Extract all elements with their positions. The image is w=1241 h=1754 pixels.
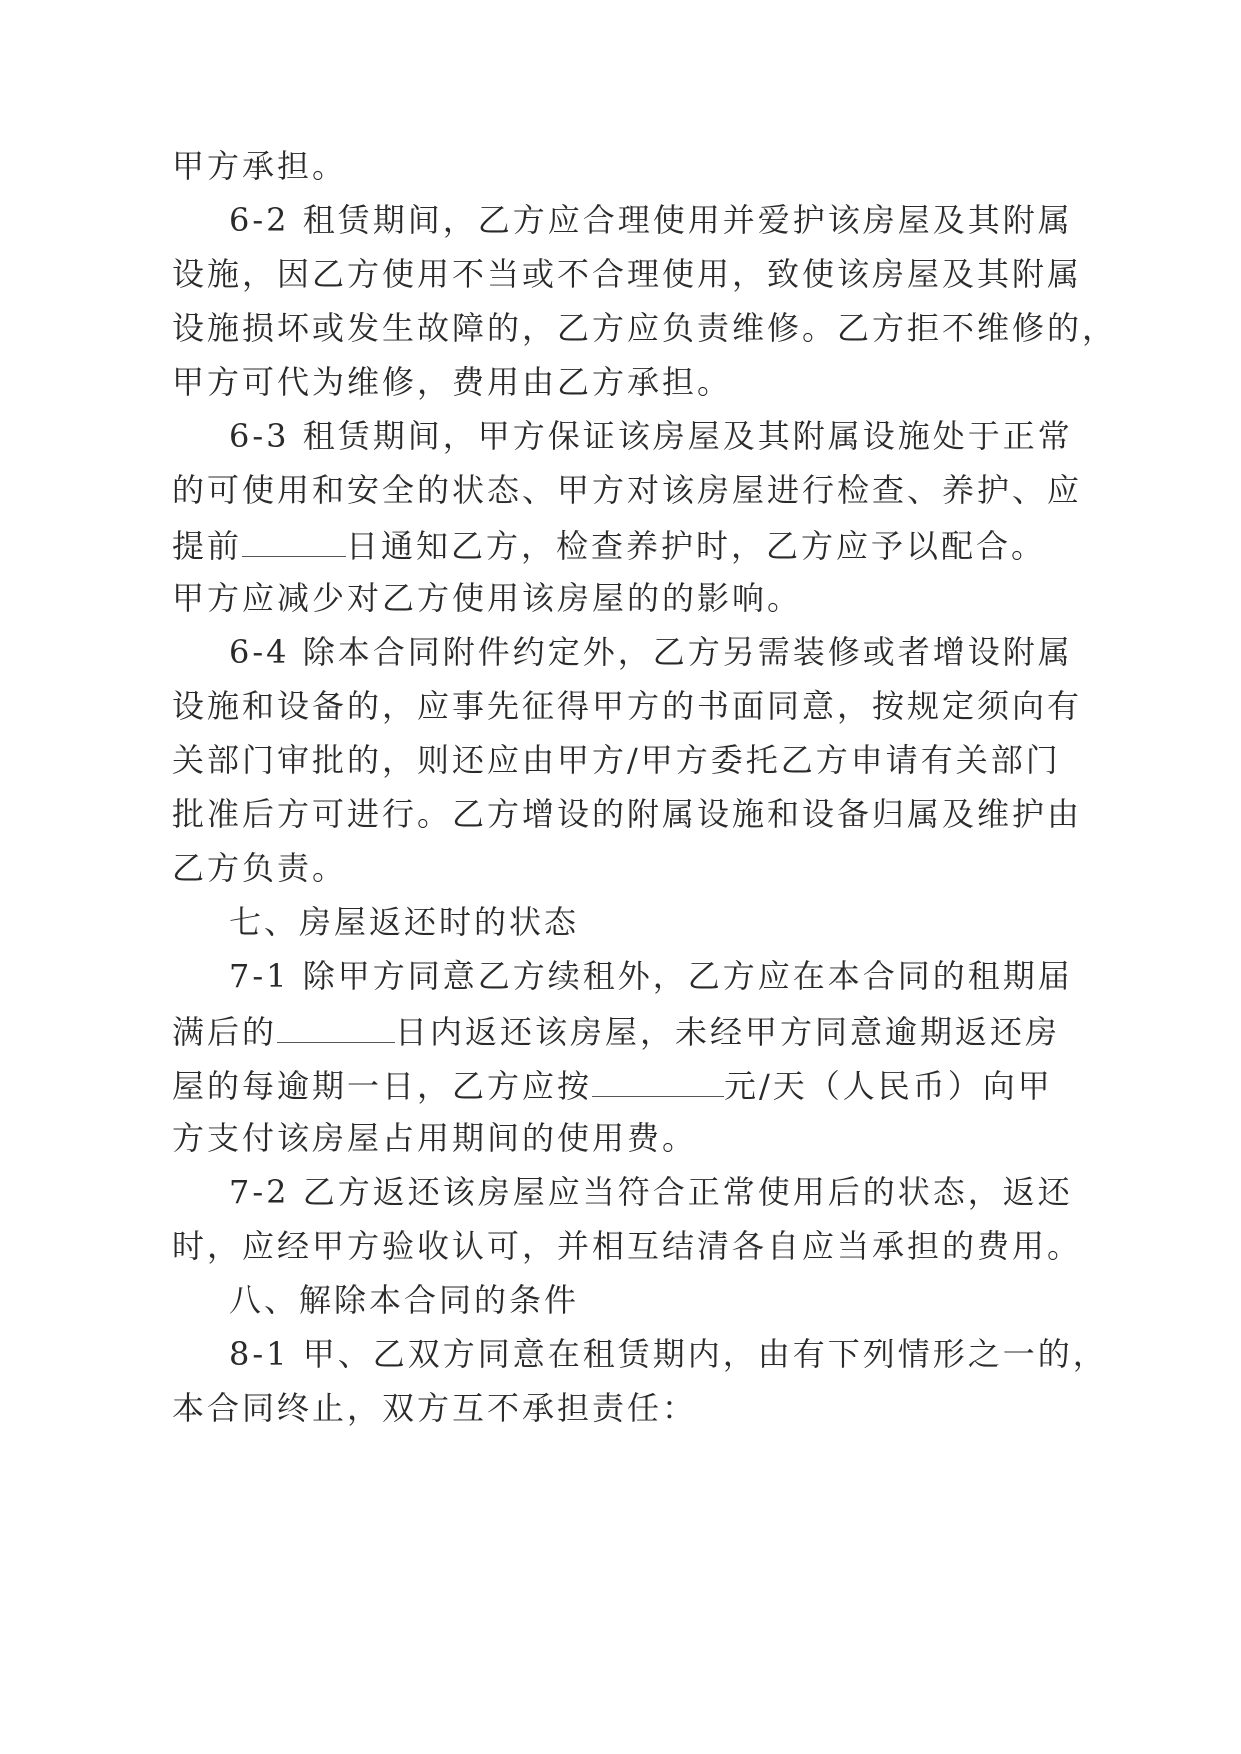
clause-8-1-heading-line: 8-1 甲、乙双方同意在租赁期内，由有下列情形之一的， <box>229 1335 1108 1373</box>
text-line: 关部门审批的，则还应由甲方/甲方委托乙方申请有关部门 <box>172 741 1061 779</box>
text-segment: 日通知乙方，检查养护时，乙方应予以配合。 <box>346 527 1047 565</box>
fill-in-blank[interactable] <box>277 1014 395 1043</box>
clause-7-1-heading-line: 7-1 除甲方同意乙方续租外，乙方应在本合同的租期届 <box>229 957 1073 995</box>
text-segment: 日内返还该房屋，未经甲方同意逾期返还房 <box>395 1013 1061 1051</box>
text-line: 乙方负责。 <box>172 849 348 887</box>
text-line: 设施，因乙方使用不当或不合理使用，致使该房屋及其附属 <box>172 255 1083 293</box>
text-line: 批准后方可进行。乙方增设的附属设施和设备归属及维护由 <box>172 795 1083 833</box>
text-line-with-blank <box>172 1067 1053 1105</box>
text-segment: 满后的 <box>172 1013 278 1051</box>
text-line: 甲方可代为维修，费用由乙方承担。 <box>172 363 733 401</box>
clause-6-4-heading-line: 6-4 除本合同附件约定外，乙方另需装修或者增设附属 <box>229 633 1073 671</box>
text-line-with-blank <box>172 527 1047 565</box>
text-line: 的可使用和安全的状态、甲方对该房屋进行检查、养护、应 <box>172 471 1083 509</box>
text-line: 设施和设备的，应事先征得甲方的书面同意，按规定须向有 <box>172 687 1083 725</box>
clause-6-3-heading-line: 6-3 租赁期间，甲方保证该房屋及其附属设施处于正常 <box>229 417 1073 455</box>
text-segment: 屋的每逾期一日，乙方应按 <box>172 1067 593 1105</box>
text-line: 方支付该房屋占用期间的使用费。 <box>172 1119 698 1157</box>
text-line: 设施损坏或发生故障的，乙方应负责维修。乙方拒不维修的， <box>172 309 1118 347</box>
clause-7-2-heading-line: 7-2 乙方返还该房屋应当符合正常使用后的状态，返还 <box>229 1173 1073 1211</box>
text-segment: 元/天（人民币）向甲 <box>724 1067 1053 1105</box>
text-line: 本合同终止，双方互不承担责任： <box>172 1389 698 1427</box>
fill-in-blank[interactable] <box>592 1068 724 1097</box>
clause-6-2-heading-line: 6-2 租赁期间，乙方应合理使用并爱护该房屋及其附属 <box>229 201 1073 239</box>
text-line: 甲方承担。 <box>172 147 348 185</box>
text-line-with-blank <box>172 1013 1061 1051</box>
section-8-heading: 八、解除本合同的条件 <box>229 1281 580 1319</box>
text-line: 甲方应减少对乙方使用该房屋的的影响。 <box>172 579 803 617</box>
text-line: 时，应经甲方验收认可，并相互结清各自应当承担的费用。 <box>172 1227 1083 1265</box>
text-segment: 提前 <box>172 527 243 565</box>
section-7-heading: 七、房屋返还时的状态 <box>229 903 580 941</box>
fill-in-blank[interactable] <box>242 528 346 557</box>
